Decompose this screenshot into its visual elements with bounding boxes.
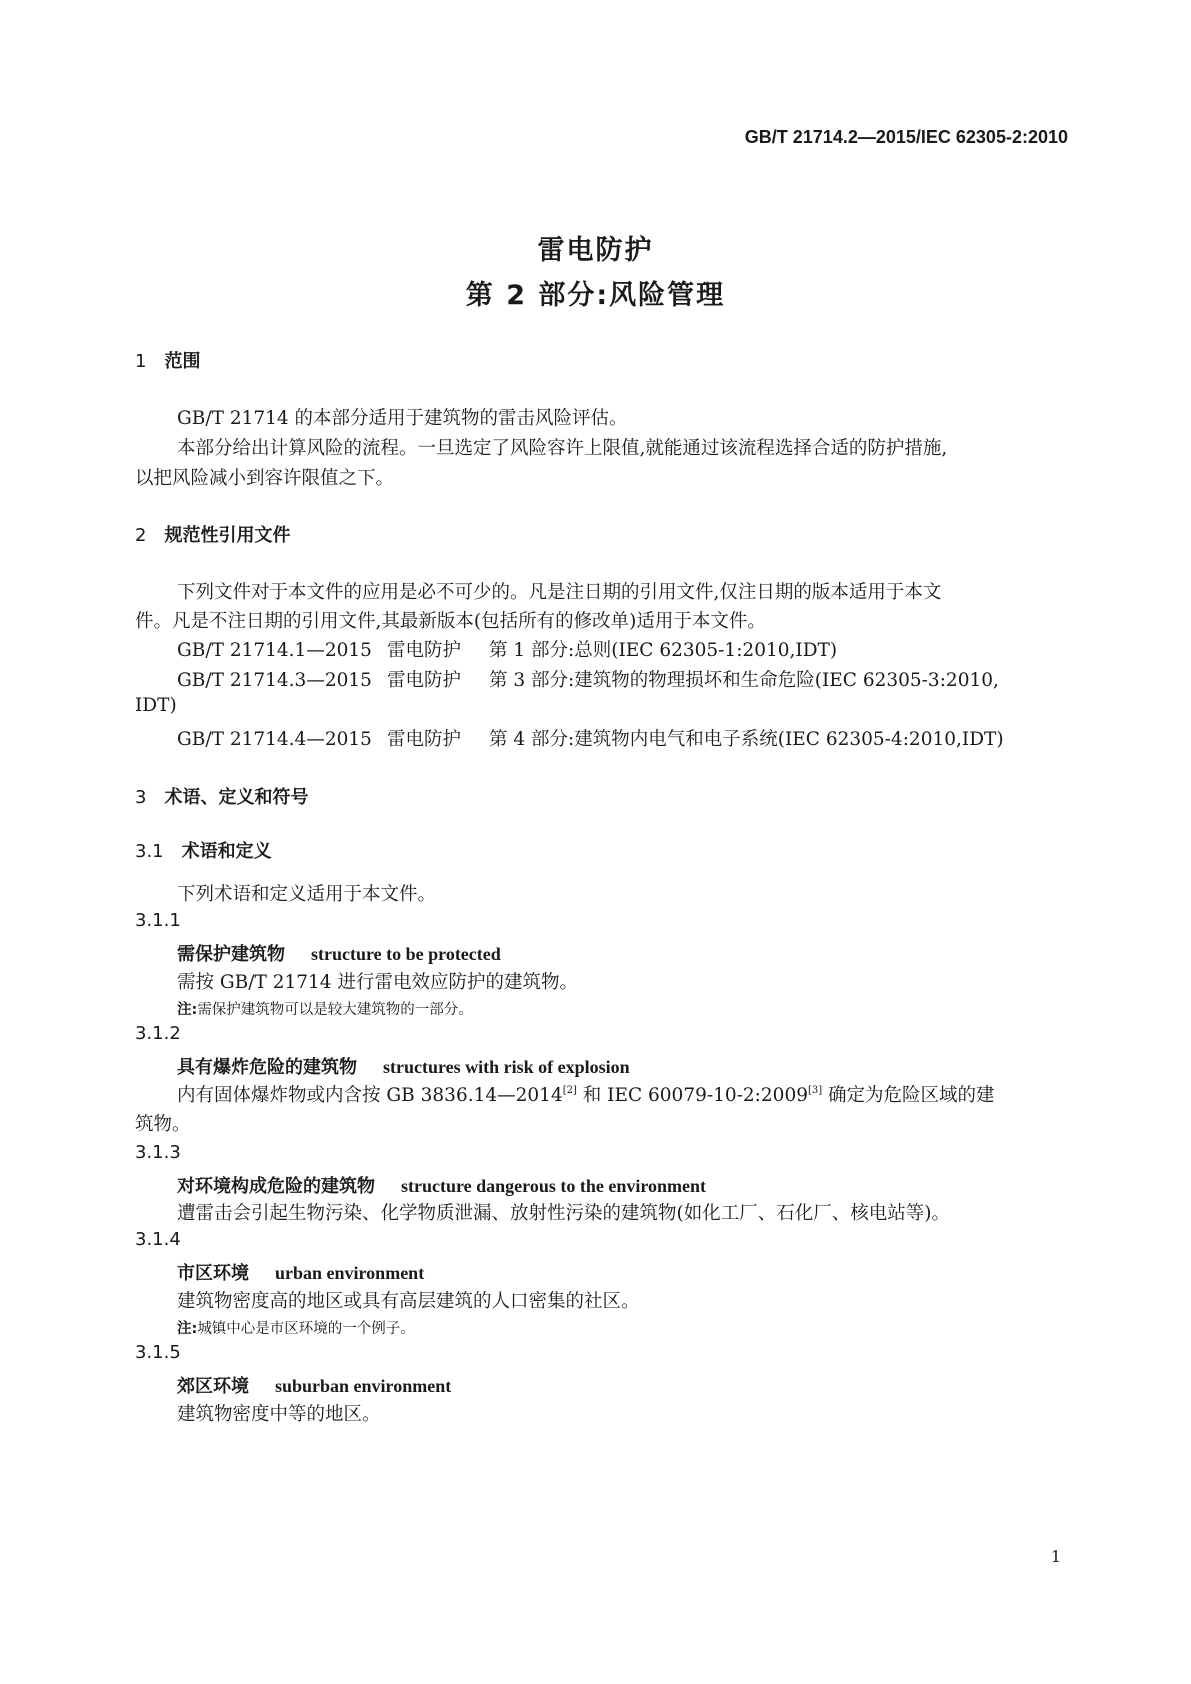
term-chinese: 郊区环境 bbox=[177, 1376, 249, 1397]
definition-text: 内有固体爆炸物或内含按 GB 3836.14—2014 bbox=[177, 1085, 563, 1106]
term-note bbox=[177, 998, 473, 1019]
note-label: 注: bbox=[177, 1002, 198, 1018]
term-number: 3.1.3 bbox=[135, 1142, 181, 1163]
paragraph: 下列术语和定义适用于本文件。 bbox=[177, 884, 437, 905]
reference-marker: [2] bbox=[562, 1085, 577, 1096]
note-label: 注: bbox=[177, 1321, 198, 1337]
term-number: 3.1.2 bbox=[135, 1023, 181, 1044]
document-title: 雷电防护 bbox=[537, 235, 654, 266]
reference-name: 雷电防护 bbox=[387, 640, 462, 661]
section-heading-normative-references bbox=[135, 521, 290, 547]
term-english: structure to be protected bbox=[311, 944, 501, 964]
document-subtitle: 第 2 部分:风险管理 bbox=[465, 280, 726, 311]
section-title: 术语、定义和符号 bbox=[164, 787, 309, 808]
reference-part: 第 1 部分:总则(IEC 62305-1:2010,IDT) bbox=[489, 640, 838, 661]
note-text: 需保护建筑物可以是较大建筑物的一部分。 bbox=[197, 1002, 473, 1018]
section-heading-scope bbox=[135, 347, 200, 373]
term-definition-continuation: 筑物。 bbox=[135, 1114, 191, 1135]
section-number: 1 bbox=[135, 351, 147, 372]
reference-name: 雷电防护 bbox=[387, 670, 462, 691]
reference-part: 第 4 部分:建筑物内电气和电子系统(IEC 62305-4:2010,IDT) bbox=[489, 729, 1004, 750]
paragraph-continuation: 件。凡是不注日期的引用文件,其最新版本(包括所有的修改单)适用于本文件。 bbox=[135, 611, 766, 632]
subsection-title: 术语和定义 bbox=[181, 841, 272, 862]
subsection-number: 3.1 bbox=[135, 841, 164, 862]
term-entry bbox=[177, 1372, 451, 1398]
term-entry bbox=[177, 1053, 630, 1079]
term-definition: 建筑物密度高的地区或具有高层建筑的人口密集的社区。 bbox=[177, 1291, 640, 1312]
paragraph: 下列文件对于本文件的应用是必不可少的。凡是注日期的引用文件,仅注日期的版本适用于本文 bbox=[177, 582, 942, 603]
term-number: 3.1.4 bbox=[135, 1229, 181, 1250]
reference-code: GB/T 21714.4—2015 bbox=[177, 729, 372, 750]
term-entry bbox=[177, 1172, 706, 1198]
section-number: 2 bbox=[135, 525, 147, 546]
term-english: structure dangerous to the environment bbox=[401, 1176, 706, 1196]
reference-marker: [3] bbox=[808, 1085, 823, 1096]
term-number: 3.1.1 bbox=[135, 910, 181, 931]
paragraph: 本部分给出计算风险的流程。一旦选定了风险容许上限值,就能通过该流程选择合适的防护措施, bbox=[177, 438, 948, 459]
term-entry bbox=[177, 1259, 424, 1285]
section-heading-terms bbox=[135, 783, 308, 809]
term-definition: 需按 GB/T 21714 进行雷电效应防护的建筑物。 bbox=[177, 972, 578, 993]
term-english: structures with risk of explosion bbox=[383, 1057, 630, 1077]
term-definition bbox=[177, 1081, 995, 1107]
term-note bbox=[177, 1317, 415, 1338]
term-definition: 遭雷击会引起生物污染、化学物质泄漏、放射性污染的建筑物(如化工厂、石化厂、核电站等)。 bbox=[177, 1203, 950, 1224]
reference-item bbox=[177, 725, 1004, 751]
reference-code: GB/T 21714.3—2015 bbox=[177, 670, 372, 691]
paragraph: GB/T 21714 的本部分适用于建筑物的雷击风险评估。 bbox=[177, 408, 628, 429]
term-english: suburban environment bbox=[275, 1376, 452, 1396]
reference-item bbox=[177, 636, 837, 662]
term-number: 3.1.5 bbox=[135, 1342, 181, 1363]
page-number: 1 bbox=[1050, 1547, 1061, 1566]
reference-continuation: IDT) bbox=[135, 695, 177, 716]
reference-part: 第 3 部分:建筑物的物理损坏和生命危险(IEC 62305-3:2010, bbox=[489, 670, 999, 691]
section-title: 范围 bbox=[164, 351, 201, 372]
definition-text: 和 IEC 60079-10-2:2009 bbox=[576, 1085, 808, 1106]
term-chinese: 市区环境 bbox=[177, 1263, 249, 1284]
term-chinese: 需保护建筑物 bbox=[177, 944, 285, 965]
term-chinese: 具有爆炸危险的建筑物 bbox=[177, 1057, 357, 1078]
term-chinese: 对环境构成危险的建筑物 bbox=[177, 1176, 375, 1197]
subsection-heading-terms-definitions bbox=[135, 837, 272, 863]
section-title: 规范性引用文件 bbox=[164, 525, 291, 546]
definition-text: 确定为危险区域的建 bbox=[822, 1085, 995, 1106]
reference-name: 雷电防护 bbox=[387, 729, 462, 750]
term-definition: 建筑物密度中等的地区。 bbox=[177, 1404, 381, 1425]
term-english: urban environment bbox=[275, 1263, 425, 1283]
standard-code: GB/T 21714.2—2015/IEC 62305-2:2010 bbox=[744, 127, 1068, 147]
paragraph-continuation: 以把风险减小到容许限值之下。 bbox=[135, 468, 395, 489]
section-number: 3 bbox=[135, 787, 147, 808]
note-text: 城镇中心是市区环境的一个例子。 bbox=[197, 1321, 415, 1337]
term-entry bbox=[177, 940, 501, 966]
reference-item bbox=[177, 666, 999, 692]
reference-code: GB/T 21714.1—2015 bbox=[177, 640, 372, 661]
